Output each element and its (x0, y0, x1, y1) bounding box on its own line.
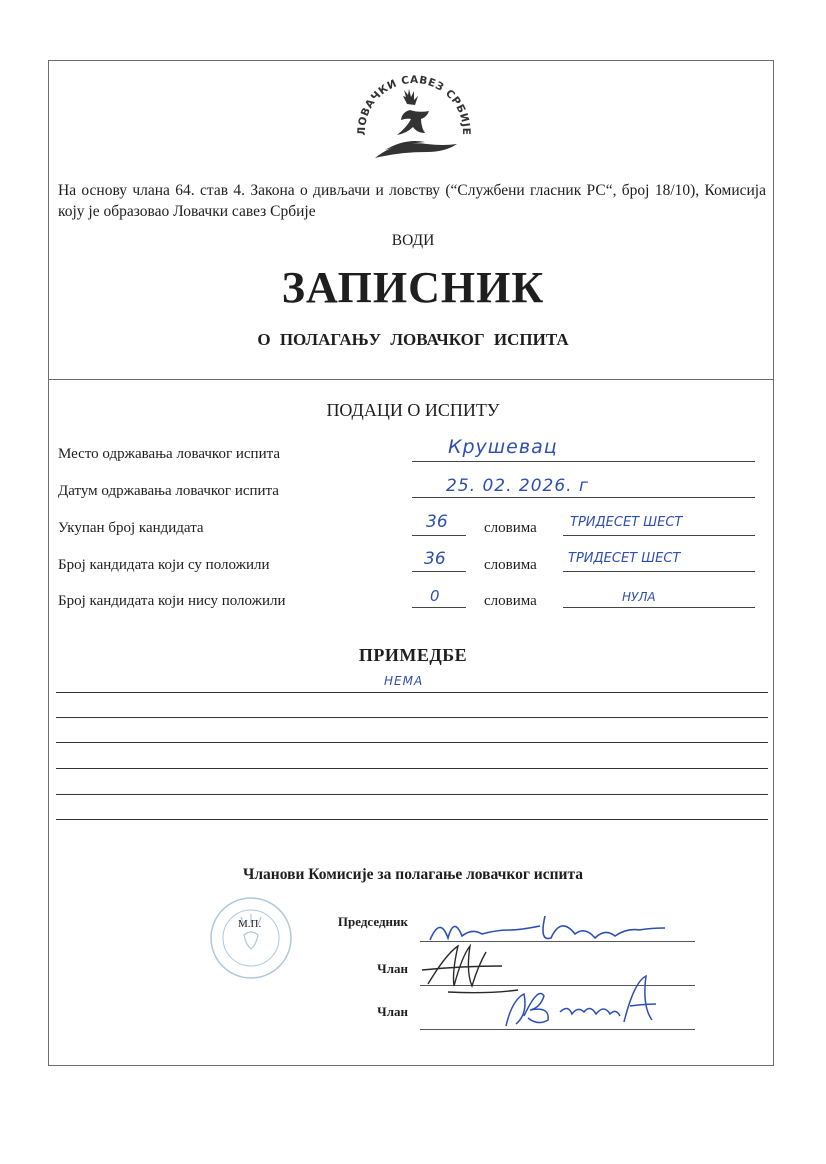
date-label: Датум одржавања ловачког испита (58, 483, 279, 499)
commission-title: Чланови Комисије за полагање ловачког испита (242, 866, 584, 883)
passed-words-line (563, 571, 755, 572)
failed-words-label: словима (484, 593, 537, 609)
passed-number: 36 (424, 549, 446, 569)
remarks-line (56, 794, 768, 795)
member2-label: Члан (377, 1004, 408, 1019)
total-label: Укупан број кандидата (58, 520, 204, 536)
stamp-label: М.П. (238, 918, 262, 930)
remarks-line (56, 742, 768, 743)
president-label: Председник (337, 914, 408, 929)
date-line (412, 497, 755, 498)
failed-number: 0 (430, 587, 440, 605)
stamp-seal-icon (208, 895, 294, 981)
failed-words-line (563, 607, 755, 608)
failed-number-line (412, 607, 466, 608)
remarks-line (56, 819, 768, 820)
member1-label: Члан (377, 961, 408, 976)
place-label: Место одржавања ловачког испита (58, 446, 280, 462)
place-line (412, 461, 755, 462)
total-words: ТРИДЕСЕТ ШЕСТ (570, 515, 683, 530)
remarks-line (56, 768, 768, 769)
passed-words: ТРИДЕСЕТ ШЕСТ (568, 551, 681, 566)
place-value: Крушевац (448, 436, 558, 458)
total-words-line (563, 535, 755, 536)
deer-head-logo-icon (355, 70, 473, 166)
failed-words: НУЛА (622, 590, 656, 604)
remarks-title: ПРИМЕДБЕ (358, 645, 468, 665)
total-number: 36 (426, 512, 448, 532)
passed-label: Број кандидата који су положили (58, 557, 270, 573)
logo-text: ЛОВАЧКИ САВЕЗ СРБИЈЕ (355, 73, 473, 136)
exam-section-title: ПОДАЦИ О ИСПИТУ (326, 400, 500, 420)
remarks-line (56, 717, 768, 718)
vodi-label: ВОДИ (391, 232, 435, 249)
page-title: ЗАПИСНИК (281, 263, 545, 312)
date-value: 25. 02. 2026. г (446, 476, 589, 496)
member2-signature-icon (500, 972, 670, 1032)
total-number-line (412, 535, 466, 536)
total-words-label: словима (484, 520, 537, 536)
passed-words-label: словима (484, 557, 537, 573)
failed-label: Број кандидата који нису положили (58, 593, 286, 609)
section-divider (48, 379, 774, 380)
remarks-line (56, 692, 768, 693)
intro-paragraph: На основу члана 64. став 4. Закона о дивљачи и ловству (“Службени гласник РС“, број 18/10), Комисија коју је образовао Ловачки савез Србије (58, 182, 766, 220)
passed-number-line (412, 571, 466, 572)
page-subtitle: О ПОЛАГАЊУ ЛОВАЧКОГ ИСПИТА (257, 330, 569, 349)
remarks-value: НЕМА (384, 674, 424, 688)
